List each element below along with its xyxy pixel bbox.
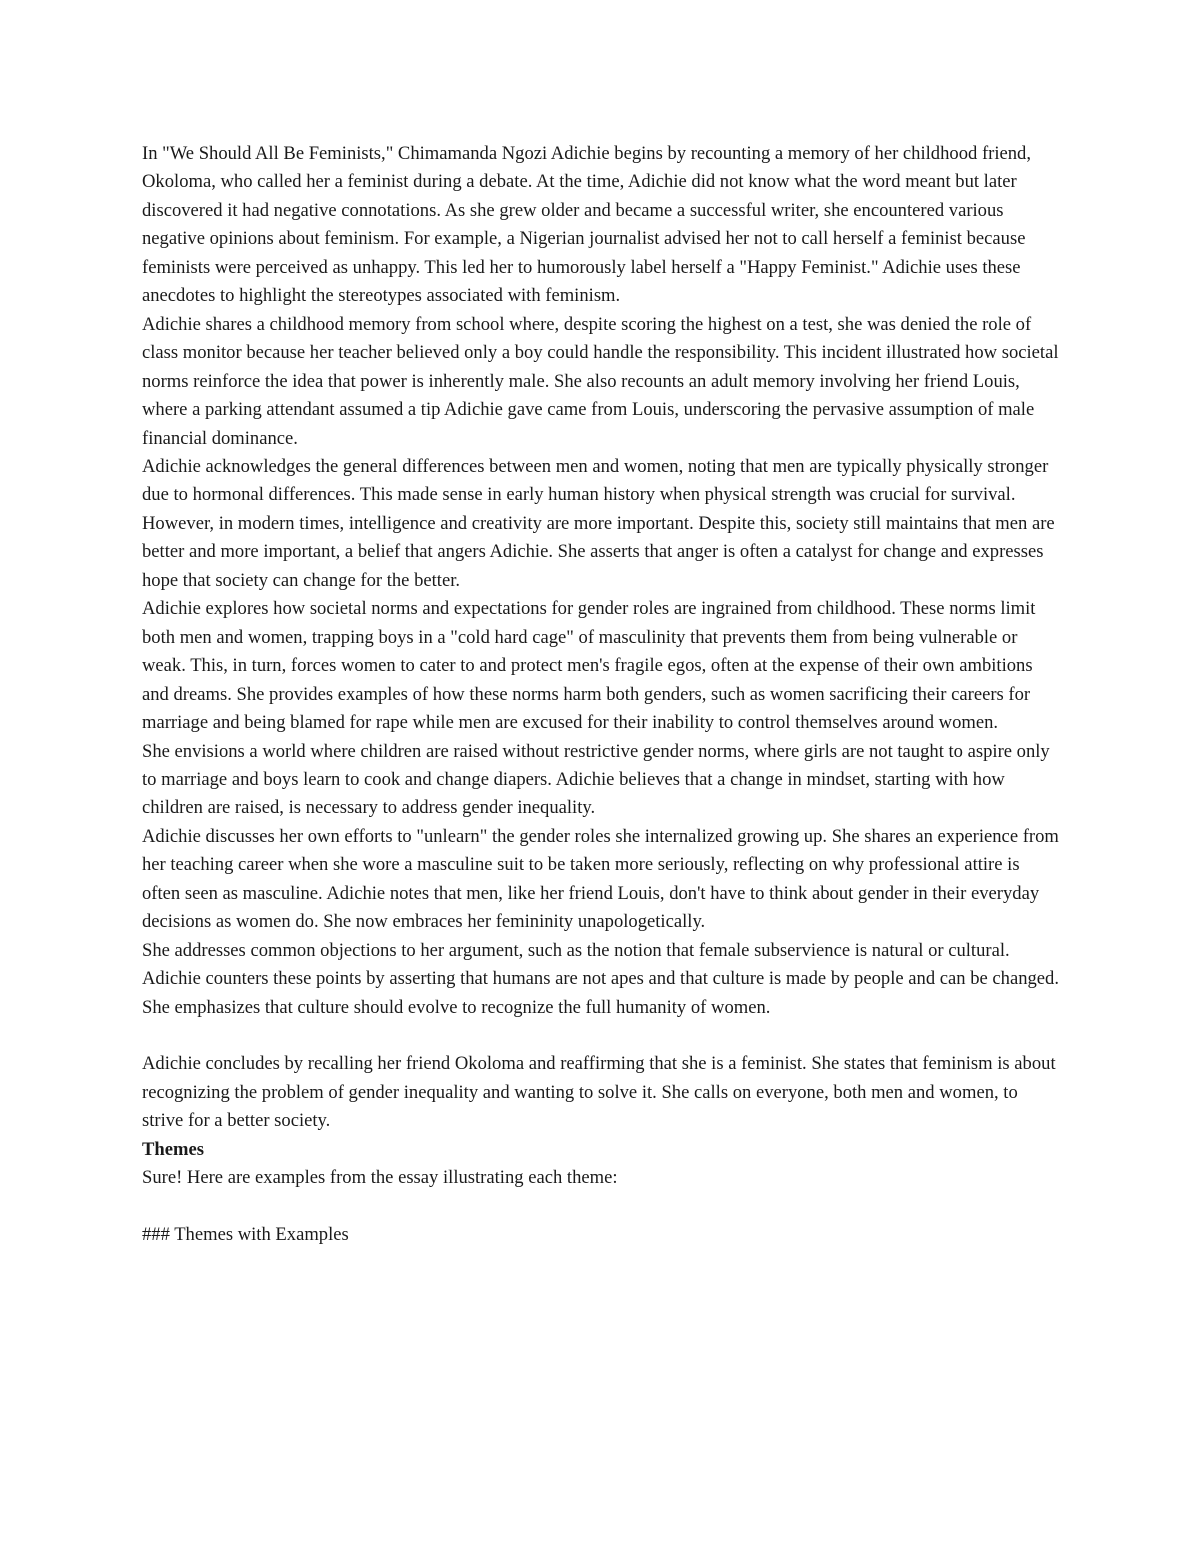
paragraph-differences: Adichie acknowledges the general differences between men and women, noting that men are typically physically stronger due to hormonal differences. This made sense in early human history when physical strength was crucial for survival. However, in modern times, intelligence and creativity are more important. Despite this, society still maintains that men are better and more important, a belief that angers Adichie. She asserts that anger is often a catalyst for change and expresses hope that society can change for the better.	[142, 455, 1055, 591]
themes-intro-line: Sure! Here are examples from the essay illustrating each theme:	[142, 1167, 618, 1189]
paragraph-intro: In "We Should All Be Feminists," Chimamanda Ngozi Adichie begins by recounting a memory of her childhood friend, Okoloma, who called her a feminist during a debate. At the time, Adichie did not know what the word meant but later discovered it had negative connotations. As she grew older and became a successful writer, she encountered various negative opinions about feminism. For example, a Nigerian journalist advised her not to call herself a feminist because feminists were perceived as unhappy. This led her to humorously label herself a "Happy Feminist." Adichie uses these anecdotes to highlight the stereotypes associated with feminism.	[142, 143, 1031, 307]
themes-subheading: ### Themes with Examples	[142, 1224, 349, 1246]
paragraph-class-monitor: Adichie shares a childhood memory from school where, despite scoring the highest on a test, she was denied the role of class monitor because her teacher believed only a boy could handle the responsibility. This incident illustrated how societal norms reinforce the idea that power is inherently male. She also recounts an adult memory involving her friend Louis, where a parking attendant assumed a tip Adichie gave came from Louis, underscoring the pervasive assumption of male financial dominance.	[142, 313, 1059, 449]
themes-heading: Themes	[142, 1138, 204, 1160]
blank-line	[142, 1193, 1062, 1221]
paragraph-envision: She envisions a world where children are raised without restrictive gender norms, where girls are not taught to aspire only to marriage and boys learn to cook and change diapers. Adichie believes that a change in mindset, starting with how children are raised, is necessary to address gender inequality.	[142, 740, 1050, 819]
blank-line	[142, 1022, 1062, 1050]
paragraph-objections: She addresses common objections to her argument, such as the notion that female subservience is natural or cultural. Adichie counters these points by asserting that humans are not apes and that culture is made by people and can be changed. She emphasizes that culture should evolve to recognize the full humanity of women.	[142, 939, 1060, 1018]
paragraph-unlearn: Adichie discusses her own efforts to "unlearn" the gender roles she internalized growing up. She shares an experience from her teaching career when she wore a masculine suit to be taken more seriously, reflecting on why professional attire is often seen as masculine. Adichie notes that men, like her friend Louis, don't have to think about gender in their everyday decisions as women do. She now embraces her femininity unapologetically.	[142, 825, 1059, 933]
document-body	[142, 140, 1062, 1250]
paragraph-conclusion: Adichie concludes by recalling her friend Okoloma and reaffirming that she is a feminist. She states that feminism is about recognizing the problem of gender inequality and wanting to solve it. She calls on everyone, both men and women, to strive for a better society.	[142, 1053, 1056, 1132]
paragraph-gender-roles: Adichie explores how societal norms and expectations for gender roles are ingrained from childhood. These norms limit both men and women, trapping boys in a "cold hard cage" of masculinity that prevents them from being vulnerable or weak. This, in turn, forces women to cater to and protect men's fragile egos, often at the expense of their own ambitions and dreams. She provides examples of how these norms harm both genders, such as women sacrificing their careers for marriage and being blamed for rape while men are excused for their inability to control themselves around women.	[142, 598, 1036, 734]
